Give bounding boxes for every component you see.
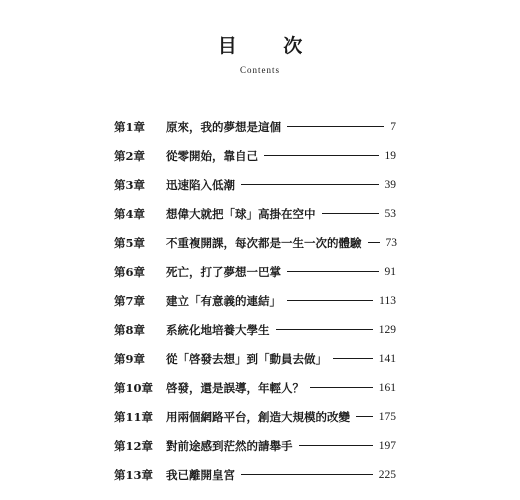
chapter-number: 第1章: [114, 119, 146, 134]
toc-entry: [114, 141, 396, 170]
leader-line: [287, 300, 373, 301]
toc-entry: [114, 344, 396, 373]
page-number: 113: [379, 294, 396, 307]
toc-entry: [114, 257, 396, 286]
leader-line: [368, 242, 380, 243]
leader-line: [322, 213, 379, 214]
leader-line: [241, 184, 379, 185]
page-title: 目 次: [217, 35, 323, 57]
chapter-number: 第6章: [114, 264, 146, 279]
chapter-title: 從「啓發去想」到「動員去做」: [166, 351, 327, 366]
chapter-number: 第13章: [114, 467, 154, 482]
leader-line: [299, 445, 373, 446]
page-number: 39: [384, 178, 396, 191]
chapter-number: 第12章: [114, 438, 154, 453]
page-number: 225: [378, 468, 396, 481]
leader-line: [287, 126, 384, 127]
chapter-title: 啓發，還是誤導，年輕人？: [166, 380, 304, 395]
toc-entry: [114, 402, 396, 431]
page-number: 91: [384, 265, 396, 278]
page-subtitle: Contents: [239, 65, 280, 75]
chapter-number: 第9章: [114, 351, 146, 366]
chapter-title: 不重複開課，每次都是一生一次的體驗: [166, 235, 362, 250]
chapter-title: 系統化地培養大學生: [166, 322, 270, 337]
toc-entry: [114, 228, 396, 257]
chapter-title: 想偉大就把「球」高掛在空中: [166, 206, 316, 221]
leader-line: [356, 416, 373, 417]
toc-entry: [114, 373, 396, 402]
page-number: 129: [378, 323, 396, 336]
leader-line: [276, 329, 373, 330]
chapter-title: 用兩個網路平台，創造大規模的改變: [166, 409, 350, 424]
chapter-title: 原來，我的夢想是這個: [166, 119, 281, 134]
chapter-number: 第7章: [114, 293, 146, 308]
page-number: 141: [378, 352, 396, 365]
leader-line: [287, 271, 379, 272]
chapter-number: 第4章: [114, 206, 146, 221]
chapter-title: 迅速陷入低潮: [166, 177, 235, 192]
toc-entry: [114, 112, 396, 141]
page-number: 73: [385, 236, 397, 249]
leader-line: [310, 387, 373, 388]
leader-line: [333, 358, 373, 359]
chapter-number: 第5章: [114, 235, 146, 250]
page-number: 175: [378, 410, 396, 423]
page-number: 7: [390, 120, 396, 133]
chapter-number: 第8章: [114, 322, 146, 337]
page-number: 53: [384, 207, 396, 220]
toc-entry: [114, 460, 396, 489]
page-number: 197: [378, 439, 396, 452]
chapter-title: 對前途感到茫然的請舉手: [166, 438, 293, 453]
chapter-number: 第2章: [114, 148, 146, 163]
toc-entry: [114, 199, 396, 228]
chapter-number: 第3章: [114, 177, 146, 192]
chapter-title: 我已離開皇宮: [166, 467, 235, 482]
toc-entry: [114, 431, 396, 460]
toc-entry: [114, 286, 396, 315]
toc-entry: [114, 315, 396, 344]
page-number: 161: [378, 381, 396, 394]
table-of-contents: [114, 112, 396, 489]
page-number: 19: [384, 149, 396, 162]
chapter-number: 第11章: [114, 409, 154, 424]
chapter-title: 建立「有意義的連結」: [166, 293, 281, 308]
chapter-title: 死亡，打了夢想一巴掌: [166, 264, 281, 279]
leader-line: [264, 155, 379, 156]
leader-line: [241, 474, 373, 475]
chapter-number: 第10章: [114, 380, 154, 395]
toc-entry: [114, 170, 396, 199]
chapter-title: 從零開始，靠自己: [166, 148, 258, 163]
